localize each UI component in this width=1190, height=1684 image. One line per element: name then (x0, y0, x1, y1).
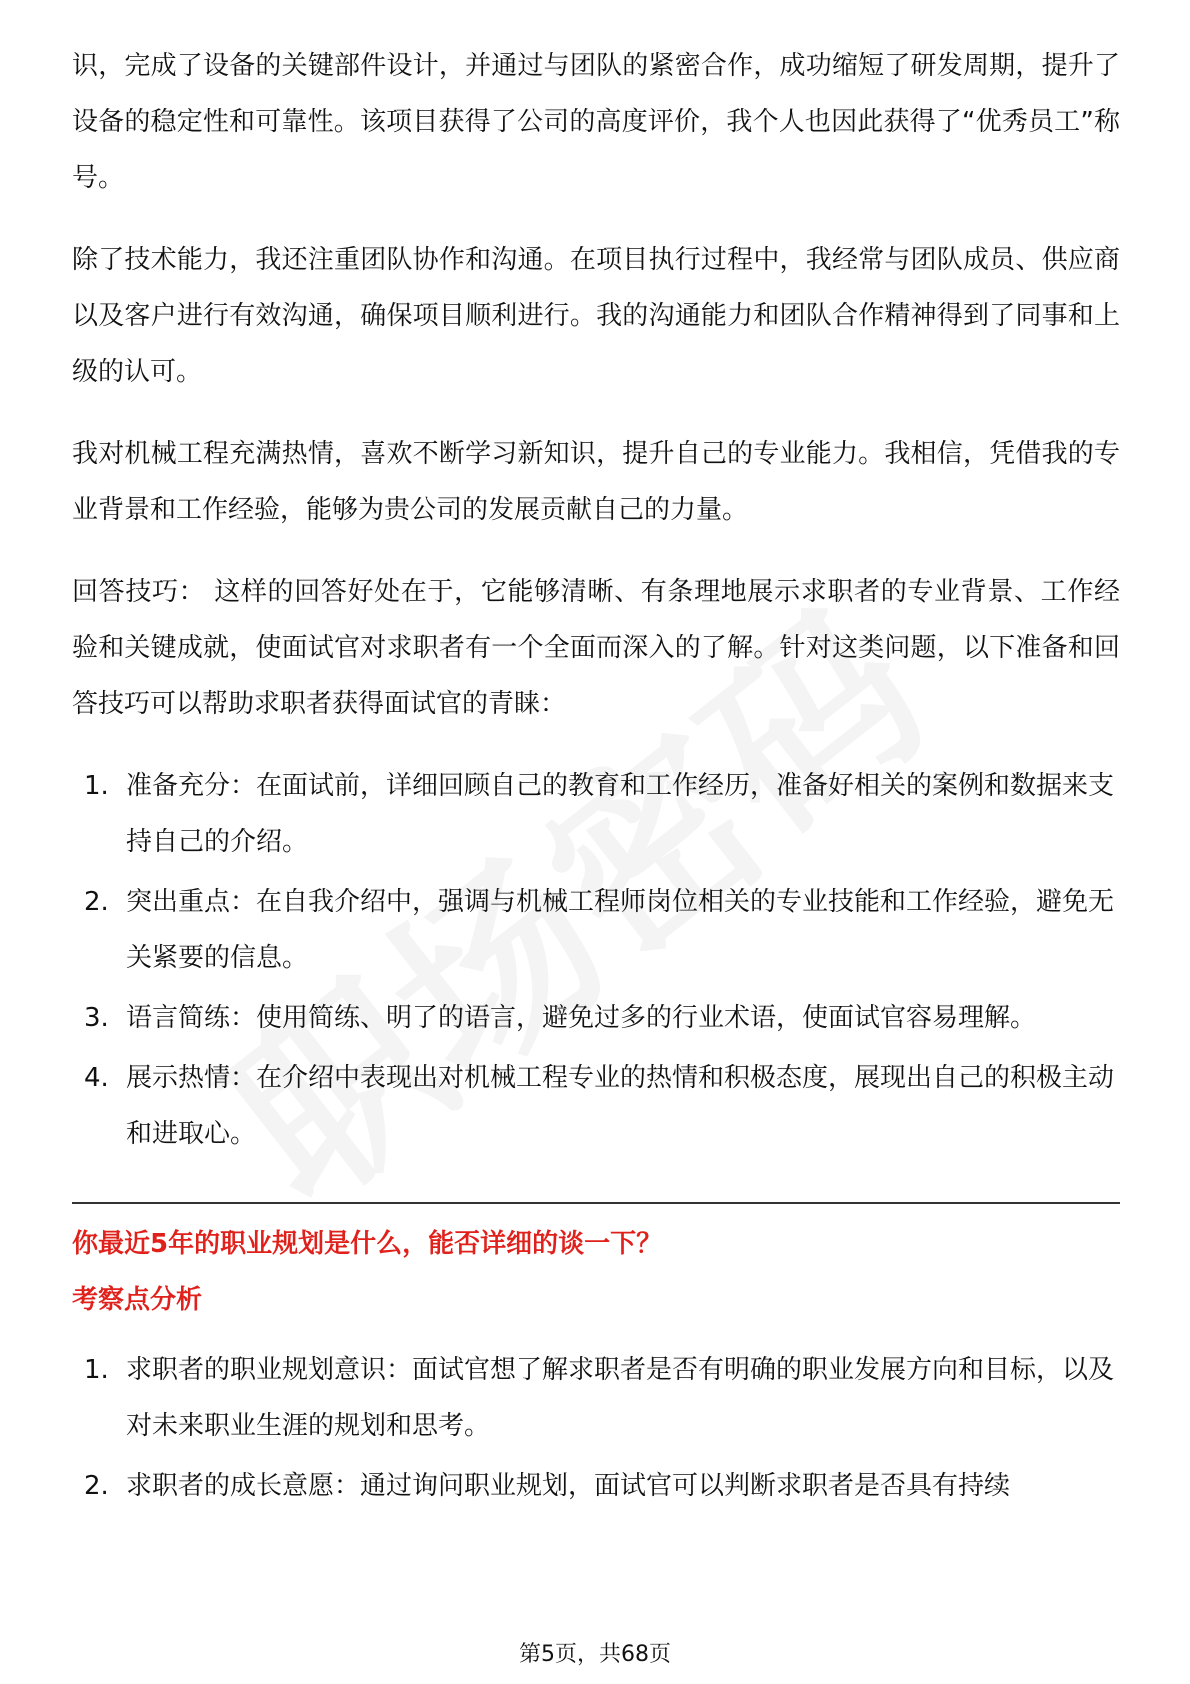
paragraph-passion: 我对机械工程充满热情，喜欢不断学习新知识，提升自己的专业能力。我相信，凭借我的专业背景和工作经验，能够为贵公司的发展贡献自己的力量。 (72, 439, 1120, 525)
list-item (72, 1342, 1120, 1454)
paragraph-answer-tips: 回答技巧： 这样的回答好处在于，它能够清晰、有条理地展示求职者的专业背景、工作经验和关键成就，使面试官对求职者有一个全面而深入的了解。针对这类问题，以下准备和回答技巧可以帮助求职者获得面试官的青睐： (72, 577, 1120, 719)
tips-list (72, 758, 1120, 1162)
list-number: 1. (84, 771, 109, 801)
list-item-text: 语言简练：使用简练、明了的语言，避免过多的行业术语，使面试官容易理解。 (126, 1003, 1037, 1033)
list-item (72, 874, 1120, 986)
list-item-text: 求职者的职业规划意识：面试官想了解求职者是否有明确的职业发展方向和目标，以及对未来职业生涯的规划和思考。 (126, 1355, 1115, 1441)
list-item-text: 准备充分：在面试前，详细回顾自己的教育和工作经历，准备好相关的案例和数据来支持自己的介绍。 (126, 771, 1115, 857)
paragraph-project-experience: 识，完成了设备的关键部件设计，并通过与团队的紧密合作，成功缩短了研发周期，提升了设备的稳定性和可靠性。该项目获得了公司的高度评价，我个人也因此获得了“优秀员工”称号。 (72, 51, 1120, 193)
list-item (72, 990, 1120, 1046)
list-number: 2. (84, 1471, 109, 1501)
list-item-text: 求职者的成长意愿：通过询问职业规划，面试官可以判断求职者是否具有持续 (126, 1471, 1011, 1501)
list-item-text: 突出重点：在自我介绍中，强调与机械工程师岗位相关的专业技能和工作经验，避免无关紧要的信息。 (126, 887, 1115, 973)
list-item-text: 展示热情：在介绍中表现出对机械工程专业的热情和积极态度，展现出自己的积极主动和进取心。 (126, 1063, 1115, 1149)
analysis-heading: 考察点分析 (72, 1285, 203, 1315)
list-number: 1. (84, 1355, 109, 1385)
question-title: 你最近5年的职业规划是什么，能否详细的谈一下？ (72, 1229, 663, 1259)
section-divider (72, 1202, 1120, 1204)
list-item (72, 1050, 1120, 1162)
list-number: 3. (84, 1003, 109, 1033)
list-item (72, 758, 1120, 870)
paragraph-teamwork: 除了技术能力，我还注重团队协作和沟通。在项目执行过程中，我经常与团队成员、供应商以及客户进行有效沟通，确保项目顺利进行。我的沟通能力和团队合作精神得到了同事和上级的认可。 (72, 245, 1120, 387)
list-number: 4. (84, 1063, 109, 1093)
analysis-list (72, 1342, 1120, 1514)
document-page (72, 38, 1120, 1518)
list-number: 2. (84, 887, 109, 917)
page-footer: 第5页，共68页 (519, 1642, 671, 1667)
list-item (72, 1458, 1120, 1514)
